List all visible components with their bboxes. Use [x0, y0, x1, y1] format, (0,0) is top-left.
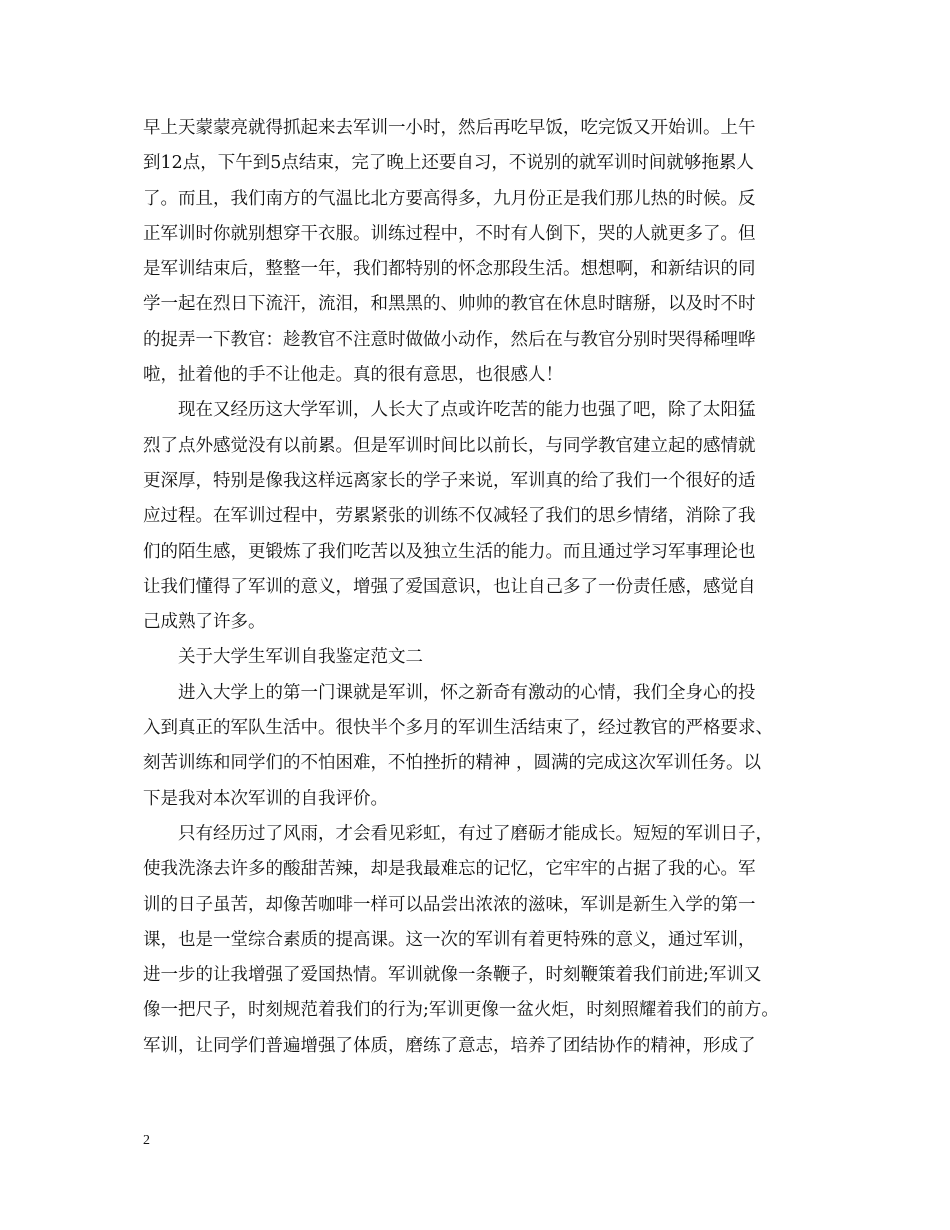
- text-line: 了。而且，我们南方的气温比北方要高得多，九月份正是我们那儿热的时候。反: [143, 188, 756, 209]
- text-line: 军训，让同学们普遍增强了体质，磨练了意志，培养了团结协作的精神，形成了: [143, 1035, 756, 1056]
- page-number: 2: [143, 1133, 150, 1148]
- text-line: 只有经历过了风雨，才会看见彩虹，有过了磨砺才能成长。短短的军训日子，: [143, 823, 773, 844]
- text-line: 刻苦训练和同学们的不怕困难，不怕挫折的精神 ，圆满的完成这次军训任务。以: [143, 753, 762, 774]
- text-line: 应过程。在军训过程中，劳累紧张的训练不仅减轻了我们的思乡情绪，消除了我: [143, 506, 756, 527]
- text-line: 到12点，下午到5点结束，完了晚上还要自习，不说别的就军训时间就够拖累人: [143, 153, 754, 174]
- text-line: 下是我对本次军训的自我评价。: [143, 788, 388, 809]
- text-line: 入到真正的军队生活中。很快半个多月的军训生活结束了，经过教官的严格要求、: [143, 718, 773, 739]
- text-line: 正军训时你就别想穿干衣服。训练过程中，不时有人倒下，哭的人就更多了。但: [143, 223, 756, 244]
- text-line: 像一把尺子，时刻规范着我们的行为;军训更像一盆火炬，时刻照耀着我们的前方。: [143, 1000, 779, 1021]
- text-line: 的捉弄一下教官：趁教官不注意时做做小动作，然后在与教官分别时哭得稀哩哗: [143, 329, 756, 350]
- text-line: 进入大学上的第一门课就是军训，怀之新奇有激动的心情，我们全身心的投: [143, 682, 756, 703]
- text-line: 训的日子虽苦，却像苦咖啡一样可以品尝出浓浓的滋味，军训是新生入学的第一: [143, 894, 756, 915]
- text-line: 己成熟了许多。: [143, 612, 266, 633]
- section-heading: 关于大学生军训自我鉴定范文二: [143, 647, 423, 668]
- text-line: 课，也是一堂综合素质的提高课。这一次的军训有着更特殊的意义，通过军训，: [143, 929, 756, 950]
- text-line: 学一起在烈日下流汗，流泪，和黑黑的、帅帅的教官在休息时瞎掰，以及时不时: [143, 294, 756, 315]
- text-line: 早上天蒙蒙亮就得抓起来去军训一小时，然后再吃早饭，吃完饭又开始训。上午: [143, 118, 756, 138]
- text-line: 现在又经历这大学军训，人长大了点或许吃苦的能力也强了吧，除了太阳猛: [143, 400, 756, 421]
- text-line: 烈了点外感觉没有以前累。但是军训时间比以前长，与同学教官建立起的感情就: [143, 435, 756, 456]
- text-line: 是军训结束后，整整一年，我们都特别的怀念那段生活。想想啊，和新结识的同: [143, 259, 756, 280]
- text-line: 进一步的让我增强了爱国热情。军训就像一条鞭子，时刻鞭策着我们前进;军训又: [143, 965, 762, 986]
- text-line: 更深厚，特别是像我这样远离家长的学子来说，军训真的给了我们一个很好的适: [143, 470, 756, 491]
- text-line: 使我洗涤去许多的酸甜苦辣，却是我最难忘的记忆，它牢牢的占据了我的心。军: [143, 859, 756, 880]
- text-line: 们的陌生感，更锻炼了我们吃苦以及独立生活的能力。而且通过学习军事理论也: [143, 541, 756, 562]
- text-line: 让我们懂得了军训的意义，增强了爱国意识，也让自己多了一份责任感，感觉自: [143, 576, 756, 597]
- document-body: [143, 111, 815, 1064]
- text-line: 啦，扯着他的手不让他走。真的很有意思，也很感人！: [143, 365, 563, 386]
